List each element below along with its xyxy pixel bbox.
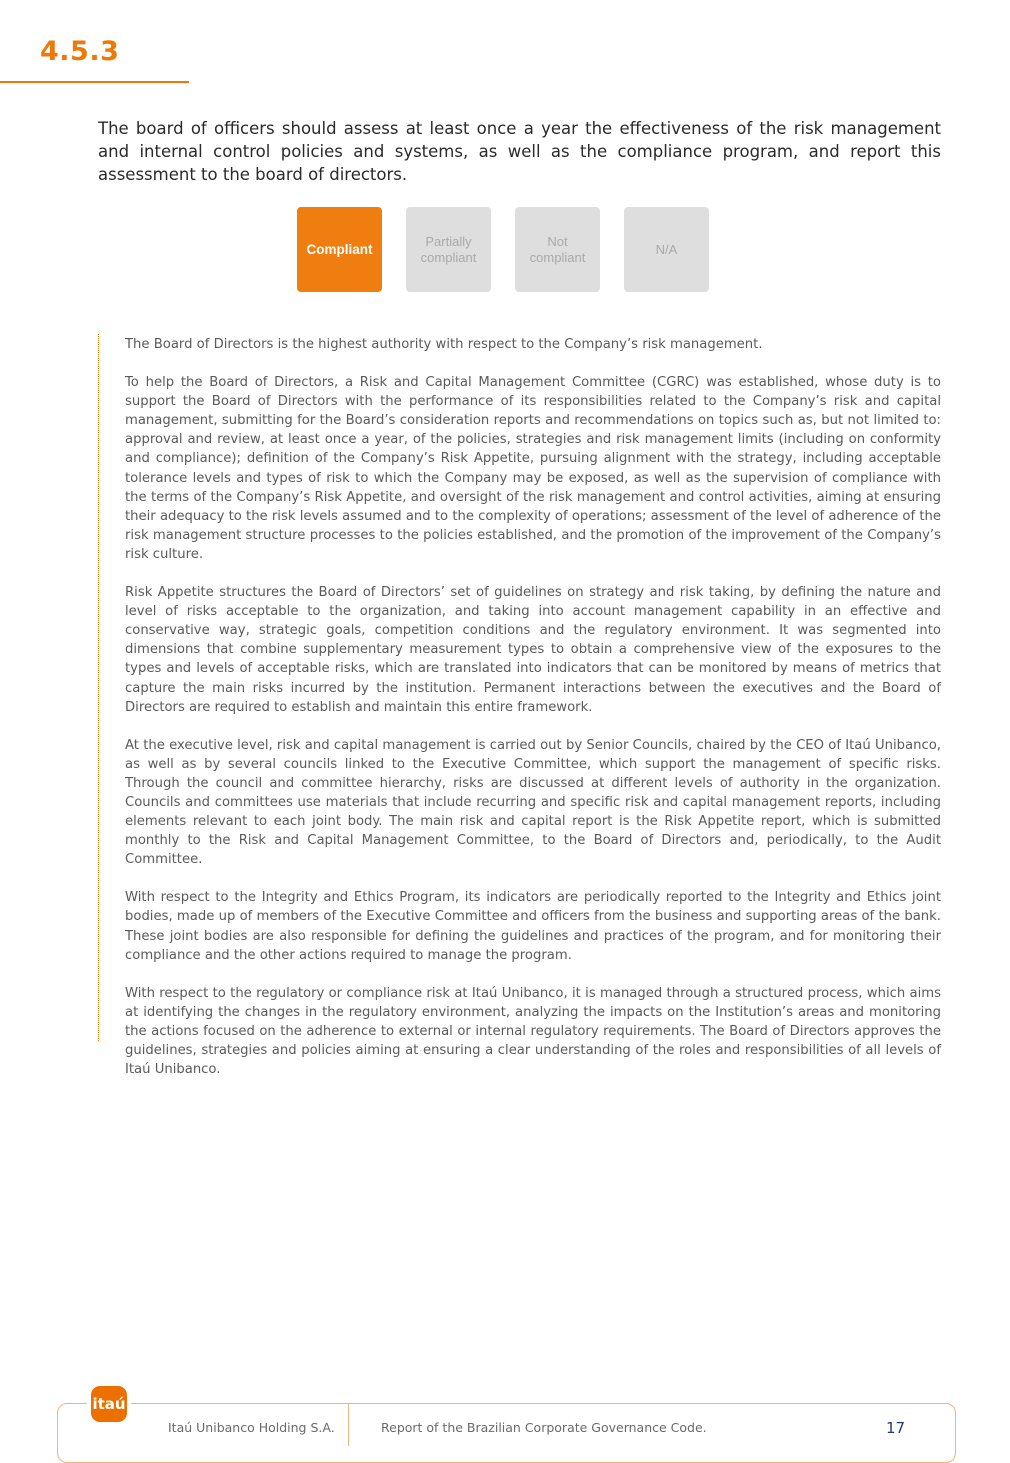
paragraph: With respect to the Integrity and Ethics Program, its indicators are periodically reported to the Integrity and Ethics joint bodies, made up of members of the Executive Committee and officers from the business and supporting areas of the bank. These joint bodies are also responsible for defining the guidelines and practices of the program, and for monitoring their compliance and the other actions required to manage the program. <box>125 890 941 963</box>
section-number: 4.5.3 <box>40 36 120 67</box>
status-not-applicable: N/A <box>624 207 709 292</box>
footer-company: Itaú Unibanco Holding S.A. <box>168 1420 335 1435</box>
paragraph: To help the Board of Directors, a Risk and Capital Management Committee (CGRC) was established, whose duty is to support the Board of Directors with the performance of its responsibilities related to the Company’s risk and capital management, submitting for the Board’s consideration reports and recommendations on topics such as, but not limited to: approval and review, at least once a year, of the policies, strategies and risk management limits (including on conformity and compliance); definition of the Company’s Risk Appetite, pursuing alignment with the strategy, including acceptable tolerance levels and types of risk to which the Company may be exposed, as well as the supervision of compliance with the terms of the Company’s Risk Appetite, and oversight of the risk management and control activities, aiming at ensuring their adequacy to the risk levels assumed and to the complexity of operations; assessment of the level of adherence of the risk management structure processes to the policies established, and the promotion of the improvement of the Company’s risk culture. <box>125 375 941 562</box>
status-not-compliant: Not compliant <box>515 207 600 292</box>
page-number: 17 <box>886 1419 906 1437</box>
paragraph: The Board of Directors is the highest authority with respect to the Company’s risk management. <box>125 337 763 352</box>
paragraph: At the executive level, risk and capital management is carried out by Senior Councils, chaired by the CEO of Itaú Unibanco, as well as by several councils linked to the Executive Committee, which support the management of specific risks. Through the council and committee hierarchy, risks are discussed at different levels of authority in the organization. Councils and committees use materials that include recurring and specific risk and capital management reports, including elements relevant to each joint body. The main risk and capital report is the Risk Appetite report, which is submitted monthly to the Risk and Capital Management Committee, to the Board of Directors and, periodically, to the Audit Committee. <box>125 737 941 868</box>
status-compliant: Compliant <box>297 207 382 292</box>
compliance-status-row <box>297 207 709 292</box>
explanation-block <box>98 334 941 1078</box>
principle-statement: The board of officers should assess at least once a year the effectiveness of the risk management and internal control policies and systems, as well as the compliance program, and report this assessment to the board of directors. <box>98 119 941 184</box>
section-rule <box>0 81 189 83</box>
paragraph: Risk Appetite structures the Board of Directors’ set of guidelines on strategy and risk taking, by defining the nature and level of risks acceptable to the organization, and taking into account management capability in an effective and conservative way, strategic goals, competition conditions and the regulatory environment. It was segmented into dimensions that combine supplementary measurement types to obtain a comprehensive view of the exposures to the types and levels of acceptable risks, which are translated into indicators that can be monitored by means of metrics that capture the main risks incurred by the institution. Permanent interactions between the executives and the Board of Directors are required to establish and maintain this entire framework. <box>125 585 941 715</box>
footer-divider <box>348 1404 349 1446</box>
paragraph: With respect to the regulatory or compliance risk at Itaú Unibanco, it is managed through a structured process, which aims at identifying the changes in the regulatory environment, analyzing the impacts on the Institution’s areas and monitoring the actions focused on the adherence to external or internal regulatory requirements. The Board of Directors approves the guidelines, strategies and policies aiming at ensuring a clear understanding of the roles and responsibilities of all levels of Itaú Unibanco. <box>125 985 941 1078</box>
itau-logo: itaú <box>91 1386 127 1422</box>
status-partially-compliant: Partially compliant <box>406 207 491 292</box>
footer-report-title: Report of the Brazilian Corporate Governance Code. <box>381 1420 707 1435</box>
